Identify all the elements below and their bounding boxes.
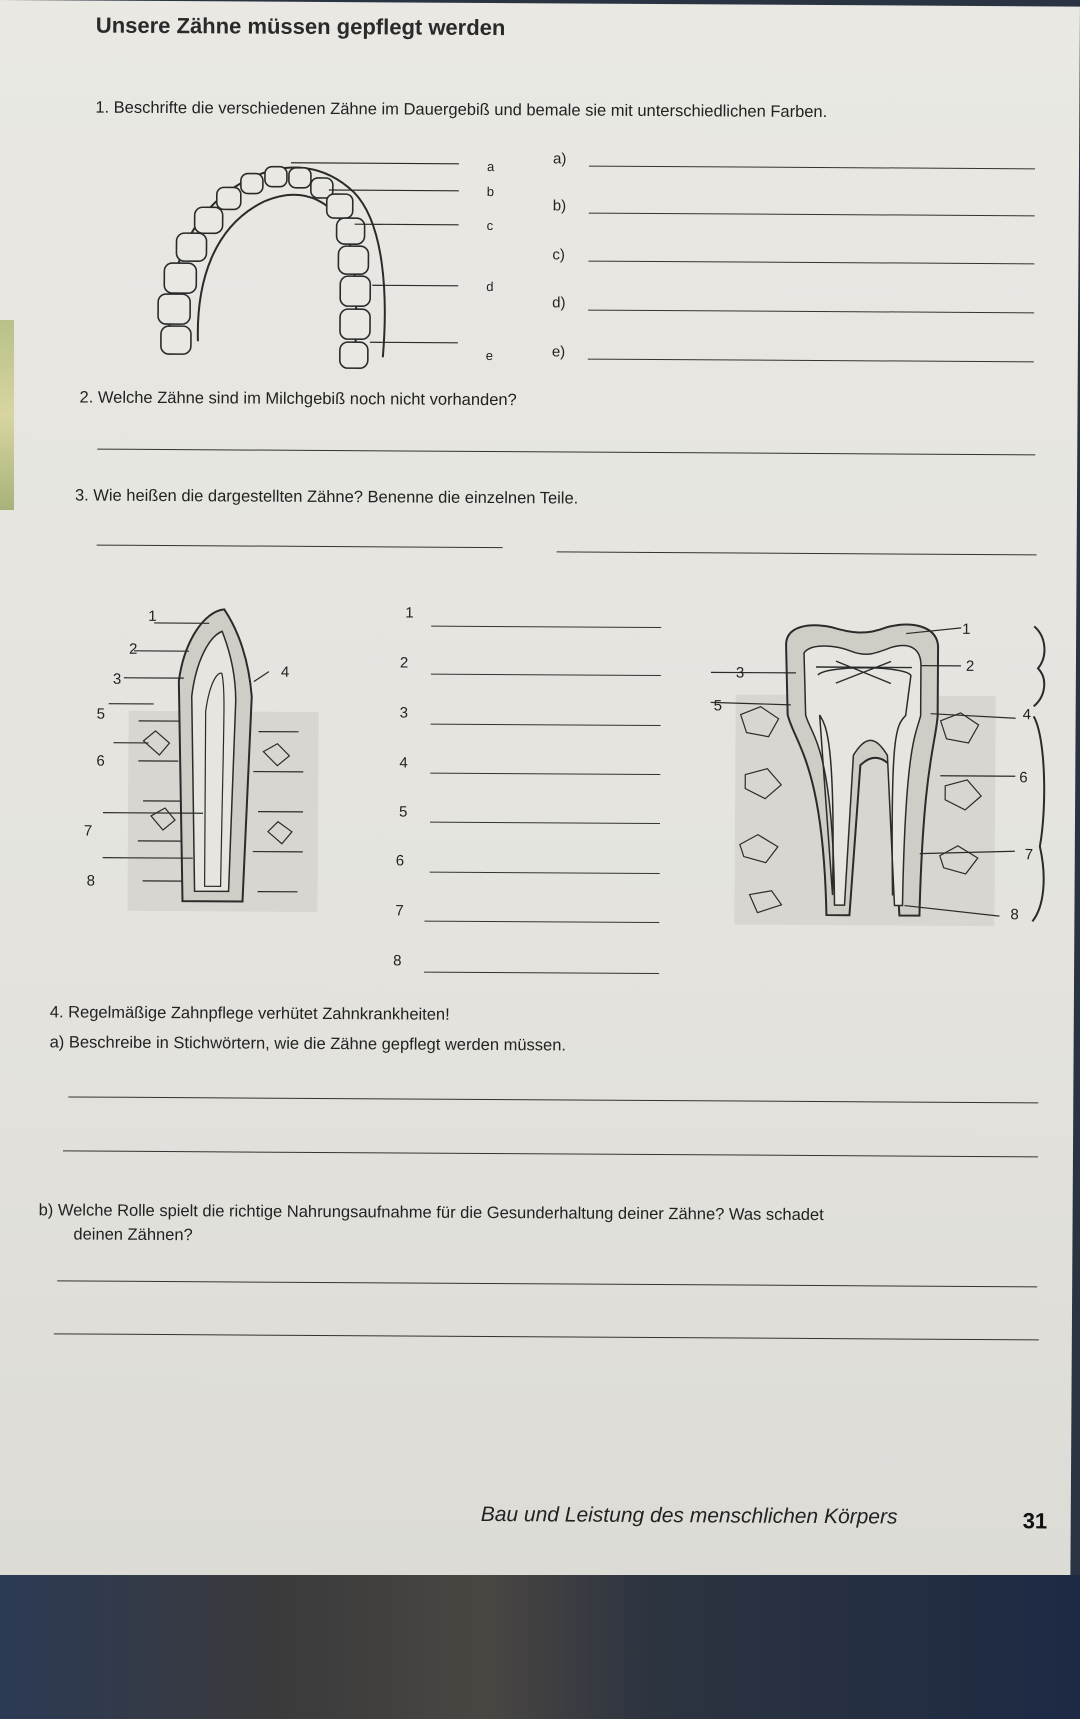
molar-label-8: 8 (1010, 906, 1019, 924)
molar-label-1: 1 (962, 620, 971, 638)
question-4b-answer-line-2[interactable] (54, 1333, 1039, 1340)
answer-label-b: b) (552, 197, 567, 215)
part-number-7: 7 (395, 902, 404, 920)
tooth-name-line-left[interactable] (97, 545, 503, 548)
background-fabric (0, 1575, 1080, 1719)
part-answer-line-3[interactable] (431, 724, 661, 726)
answer-line-a[interactable] (589, 166, 1035, 170)
molar-label-4: 4 (1022, 706, 1032, 724)
molar-label-3: 3 (735, 664, 745, 682)
incisor-cross-section-diagram (82, 601, 334, 923)
incisor-label-4: 4 (280, 663, 290, 681)
answer-line-c[interactable] (588, 261, 1034, 265)
part-answer-line-1[interactable] (431, 626, 661, 628)
incisor-label-5: 5 (96, 705, 106, 723)
part-number-5: 5 (398, 803, 408, 821)
question-4b: b) Welche Rolle spielt die richtige Nahrungsaufnahme für die Gesunderhaltung deiner Zähne? Was schadet (38, 1201, 824, 1225)
incisor-label-2: 2 (128, 640, 138, 658)
question-4a-answer-line-1[interactable] (68, 1096, 1038, 1103)
part-answer-line-2[interactable] (431, 674, 661, 676)
arch-label-b: b (486, 183, 495, 200)
answer-label-a: a) (552, 150, 567, 168)
part-number-4: 4 (399, 754, 408, 772)
question-4b-continued: deinen Zähnen? (73, 1225, 193, 1245)
tooth-name-line-right[interactable] (557, 551, 1037, 555)
molar-cross-section-diagram (714, 604, 1056, 936)
question-2: 2. Welche Zähne sind im Milchgebiß noch nicht vorhanden? (79, 388, 517, 410)
dental-arch-diagram (158, 151, 509, 373)
molar-label-6: 6 (1019, 769, 1028, 787)
answer-line-d[interactable] (588, 310, 1034, 314)
part-answer-line-6[interactable] (430, 872, 660, 874)
answer-label-d: d) (552, 294, 566, 312)
incisor-label-6: 6 (96, 752, 105, 770)
arch-label-c: c (486, 217, 494, 234)
answer-label-c: c) (552, 246, 566, 264)
part-answer-line-8[interactable] (424, 972, 659, 974)
incisor-label-1: 1 (148, 607, 157, 625)
arch-label-e: e (485, 347, 494, 364)
question-4b-answer-line-1[interactable] (57, 1280, 1037, 1287)
part-answer-line-5[interactable] (430, 822, 660, 824)
part-number-8: 8 (393, 952, 402, 970)
book-chapter-footer: Bau und Leistung des menschlichen Körpers (480, 1502, 898, 1529)
molar-label-7: 7 (1024, 846, 1034, 864)
part-number-6: 6 (395, 852, 405, 870)
question-1: 1. Beschrifte die verschiedenen Zähne im Dauergebiß und bemale sie mit unterschiedlichen Farben. (95, 98, 828, 122)
incisor-label-8: 8 (86, 872, 96, 890)
part-number-1: 1 (405, 604, 414, 622)
molar-label-5: 5 (713, 697, 723, 715)
question-4a-answer-line-2[interactable] (63, 1150, 1038, 1157)
arch-label-a: a (486, 158, 495, 175)
part-answer-line-4[interactable] (430, 773, 660, 775)
question-4: 4. Regelmäßige Zahnpflege verhütet Zahnkrankheiten! (49, 1003, 450, 1024)
answer-line-e[interactable] (588, 359, 1034, 363)
answer-line-b[interactable] (589, 213, 1035, 217)
arch-label-d: d (486, 278, 494, 295)
page-title: Unsere Zähne müssen gepflegt werden (95, 12, 506, 41)
question-4a: a) Beschreibe in Stichwörtern, wie die Zähne gepflegt werden müssen. (49, 1033, 567, 1055)
part-answer-line-7[interactable] (424, 921, 659, 923)
question-3: 3. Wie heißen die dargestellten Zähne? Benenne die einzelnen Teile. (74, 486, 579, 508)
part-number-3: 3 (399, 704, 409, 722)
answer-label-e: e) (551, 343, 566, 361)
incisor-label-7: 7 (83, 822, 93, 840)
incisor-label-3: 3 (112, 670, 122, 688)
page-number: 31 (1022, 1508, 1048, 1534)
page-edge-tab (0, 320, 14, 510)
molar-label-2: 2 (965, 657, 975, 675)
question-2-answer-line[interactable] (97, 449, 1035, 456)
part-number-2: 2 (399, 654, 409, 672)
